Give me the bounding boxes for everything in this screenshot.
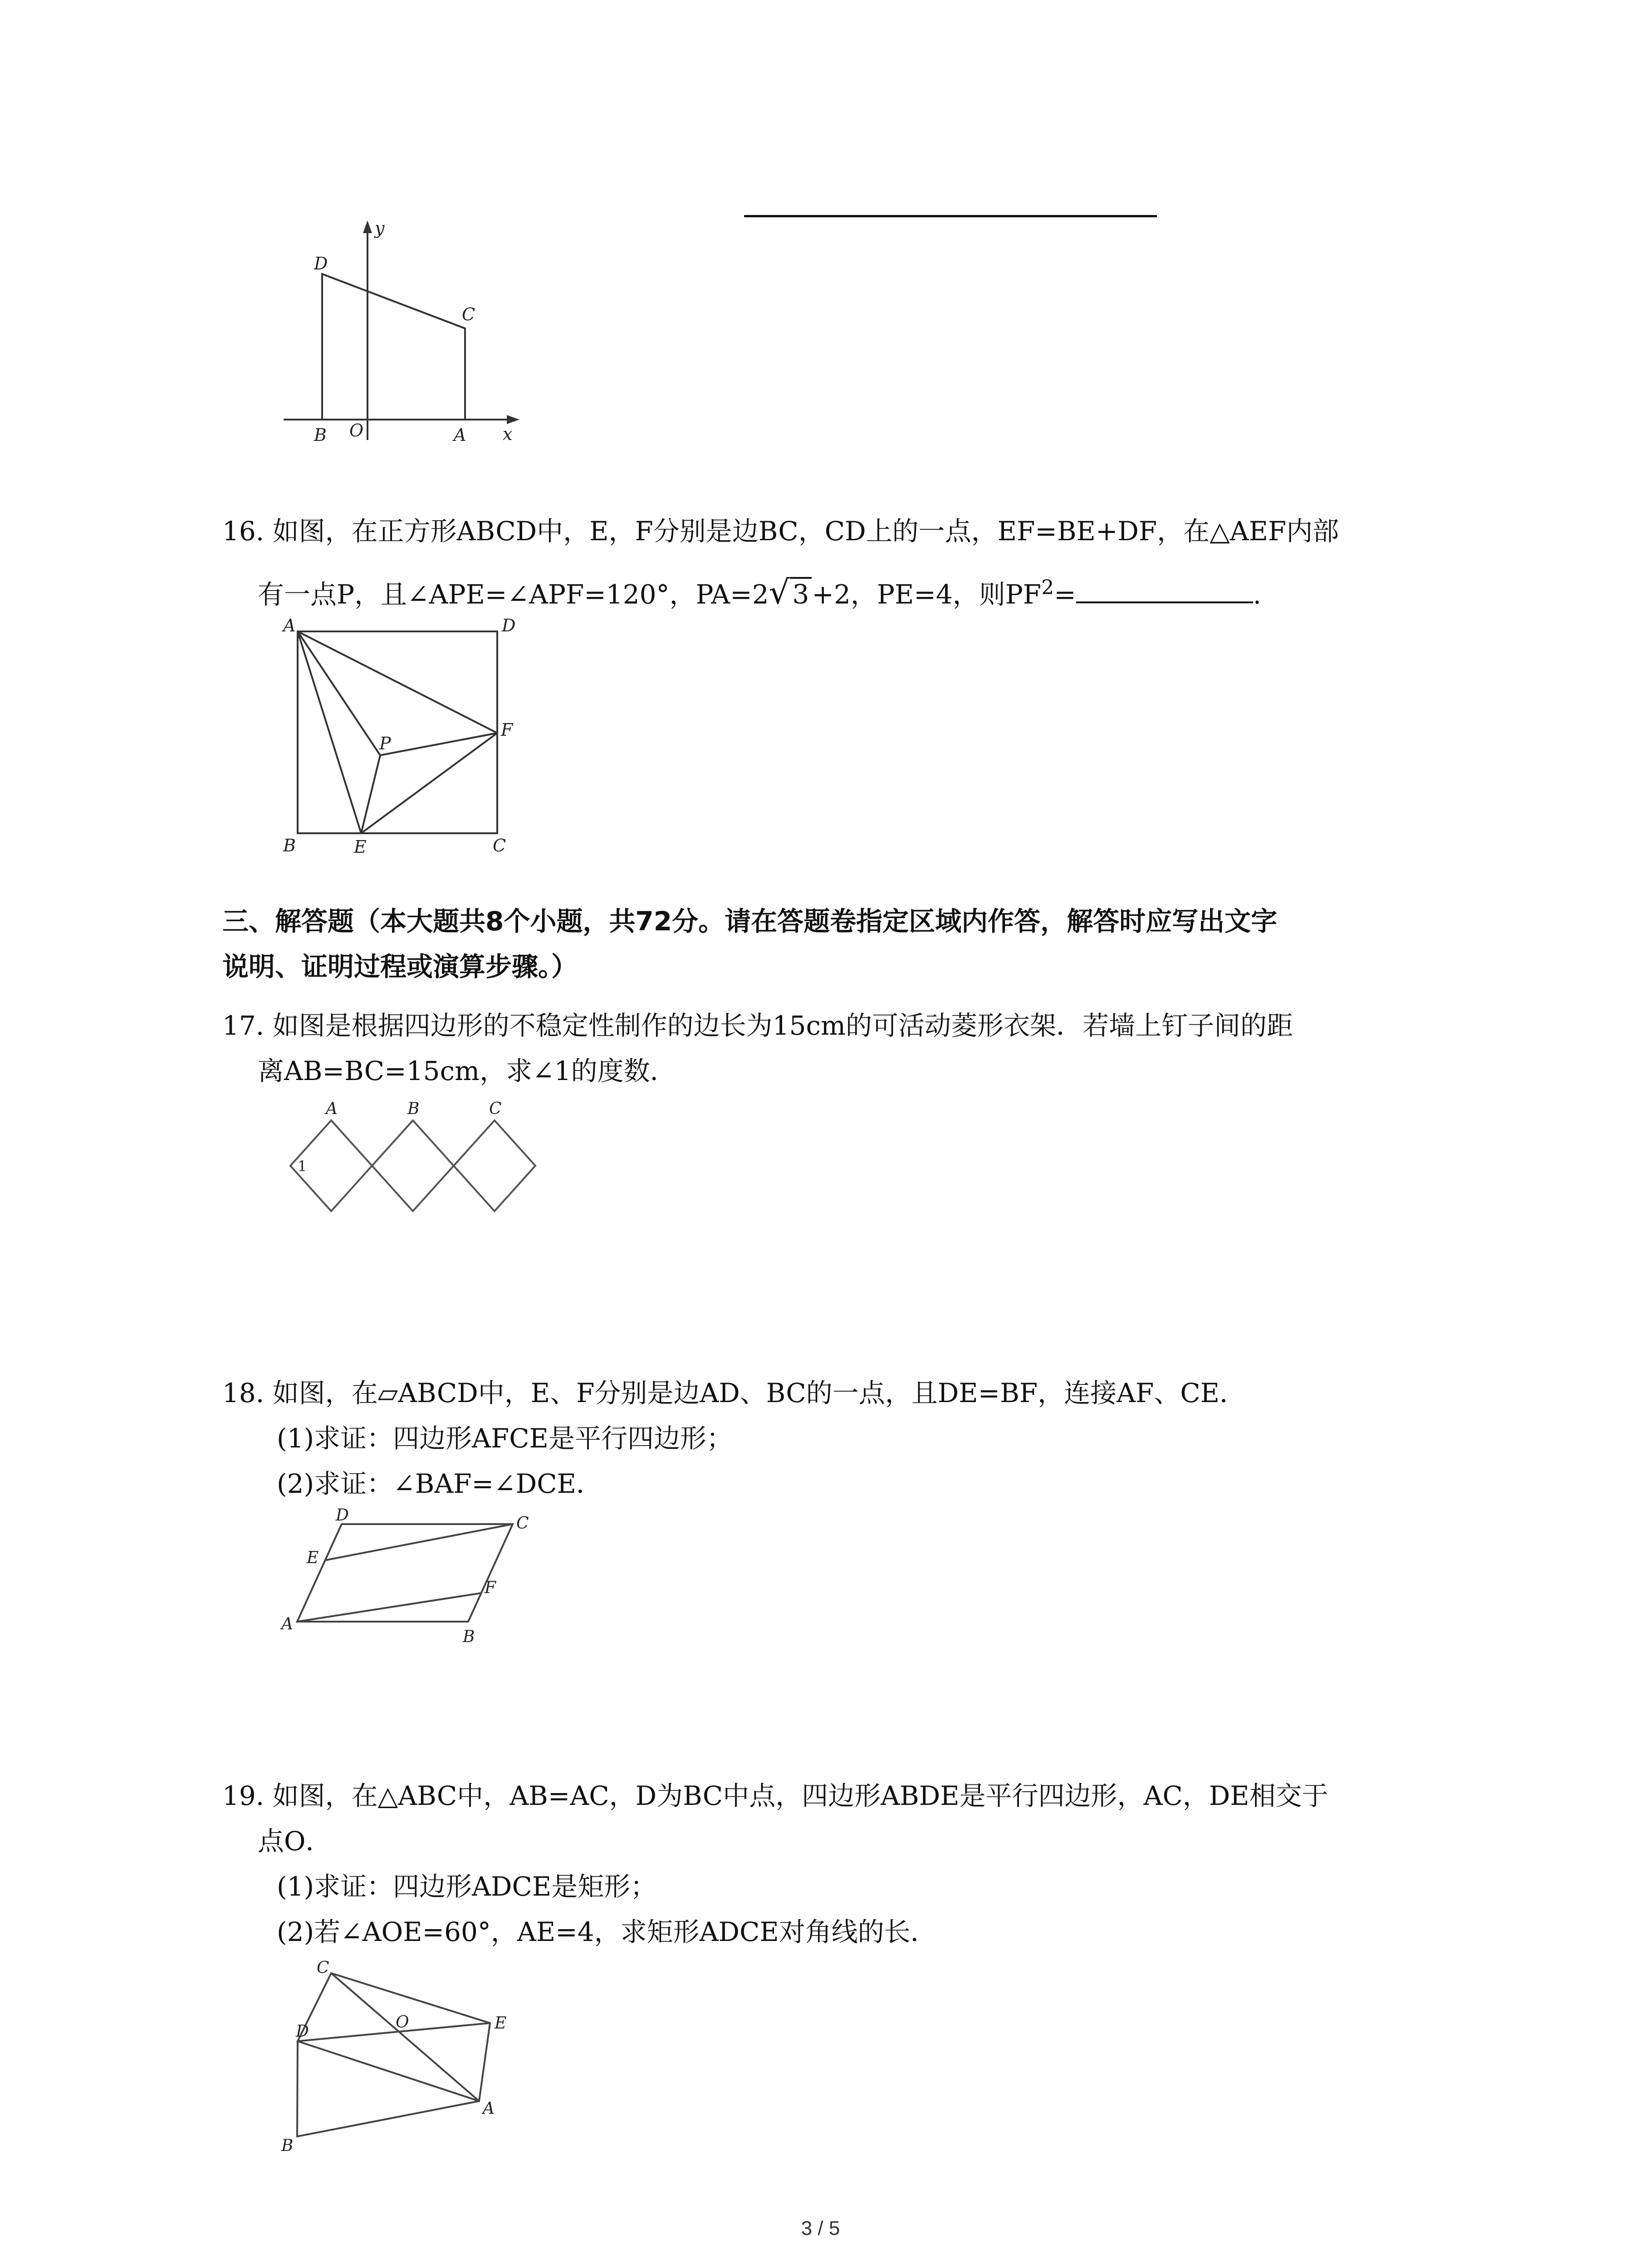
label-B: B xyxy=(283,836,296,855)
q16-figure xyxy=(272,612,526,857)
label-B: B xyxy=(314,425,327,445)
segment-ec xyxy=(324,1524,513,1560)
label-B: B xyxy=(281,2136,294,2155)
q18-figure xyxy=(272,1506,554,1647)
label-D: D xyxy=(502,616,516,635)
label-A: A xyxy=(283,616,296,635)
rhombus-2 xyxy=(372,1120,454,1211)
q17-line2: 离AB=BC=15cm，求∠1的度数． xyxy=(258,1056,676,1086)
section3-heading-line2: 说明、证明过程或演算步骤。） xyxy=(222,951,578,982)
segment-de xyxy=(298,2023,490,2041)
label-angle-1: 1 xyxy=(298,1158,307,1175)
label-A: A xyxy=(326,1100,338,1118)
label-E: E xyxy=(495,2014,507,2033)
label-x: x xyxy=(503,424,513,444)
label-E: E xyxy=(354,837,367,857)
q16-sqrt-value: 3 xyxy=(790,577,812,610)
label-O: O xyxy=(349,420,364,440)
label-C: C xyxy=(493,836,506,855)
label-C: C xyxy=(317,1959,329,1977)
q16-superscript: 2 xyxy=(1041,576,1054,599)
q17-line1: 17. 如图是根据四边形的不稳定性制作的边长为15cm的可活动菱形衣架．若墙上钉子间的距 xyxy=(222,1010,1293,1041)
section3-heading-line1: 三、解答题（本大题共8个小题，共72分。请在答题卷指定区域内作答，解答时应写出文字 xyxy=(222,906,1278,937)
label-C: C xyxy=(462,304,475,324)
q16-line1: 16. 如图，在正方形ABCD中，E，F分别是边BC，CD上的一点，EF=BE+DF，在△AEF内部 xyxy=(222,516,1339,547)
triangle-side-dba xyxy=(297,2041,479,2136)
label-F: F xyxy=(485,1579,496,1597)
label-D: D xyxy=(336,1506,349,1525)
label-C: C xyxy=(516,1514,529,1533)
q19-line4: (2)若∠AOE=60°，AE=4，求矩形ADCE对角线的长． xyxy=(277,1916,937,1947)
label-A: A xyxy=(483,2099,495,2118)
q16-line2-c: = xyxy=(1054,579,1076,610)
q15-figure xyxy=(272,213,526,449)
page-number: 3 / 5 xyxy=(801,2217,840,2239)
q19-figure xyxy=(268,1955,522,2164)
label-A: A xyxy=(281,1615,293,1633)
segment-ap xyxy=(298,631,380,755)
label-A: A xyxy=(454,425,466,445)
q16-answer-blank xyxy=(1076,601,1253,603)
label-E: E xyxy=(307,1549,319,1567)
segment-pf xyxy=(380,733,497,755)
rhombus-3 xyxy=(454,1120,535,1211)
q16-line2-a: 有一点P，且∠APE=∠APF=120°，PA=2 xyxy=(258,579,769,610)
segment-ca xyxy=(331,1973,479,2101)
label-O: O xyxy=(396,2013,409,2032)
rectangle-adce xyxy=(298,1973,490,2101)
segment-af xyxy=(298,631,497,733)
label-D: D xyxy=(296,2022,309,2041)
q18-line1: 18. 如图，在▱ABCD中，E、F分别是边AD、BC的一点，且DE=BF，连接AF、CE． xyxy=(222,1378,1246,1408)
q16-line2-b: +2，PE=4，则PF xyxy=(812,579,1042,610)
segment-af xyxy=(297,1593,481,1622)
parallelogram-abcd xyxy=(297,1524,513,1622)
label-C: C xyxy=(489,1100,502,1118)
q18-line2: (1)求证：四边形AFCE是平行四边形； xyxy=(277,1423,733,1454)
q19-line3: (1)求证：四边形ADCE是矩形； xyxy=(277,1871,657,1902)
sqrt-sign: √ xyxy=(769,573,790,611)
x-axis-arrow xyxy=(507,415,519,424)
label-F: F xyxy=(501,720,513,740)
q15-answer-line xyxy=(744,215,1157,217)
q16-line2-end: . xyxy=(1253,579,1262,610)
q17-figure xyxy=(281,1098,544,1243)
label-B: B xyxy=(463,1628,475,1646)
q18-line3: (2)求证：∠BAF=∠DCE． xyxy=(277,1468,603,1499)
label-D: D xyxy=(314,254,328,274)
q19-line2: 点O． xyxy=(258,1826,332,1857)
label-P: P xyxy=(379,733,391,753)
label-B: B xyxy=(407,1100,420,1118)
q16-line2 xyxy=(258,569,1261,613)
segment-ae xyxy=(298,631,361,833)
label-y: y xyxy=(375,218,385,238)
quadrilateral-dcab xyxy=(322,274,465,420)
q19-line1: 19. 如图，在△ABC中，AB=AC，D为BC中点，四边形ABDE是平行四边形，AC，DE相交于 xyxy=(222,1780,1328,1811)
square-abcd xyxy=(298,631,497,833)
y-axis-arrow xyxy=(363,220,372,233)
